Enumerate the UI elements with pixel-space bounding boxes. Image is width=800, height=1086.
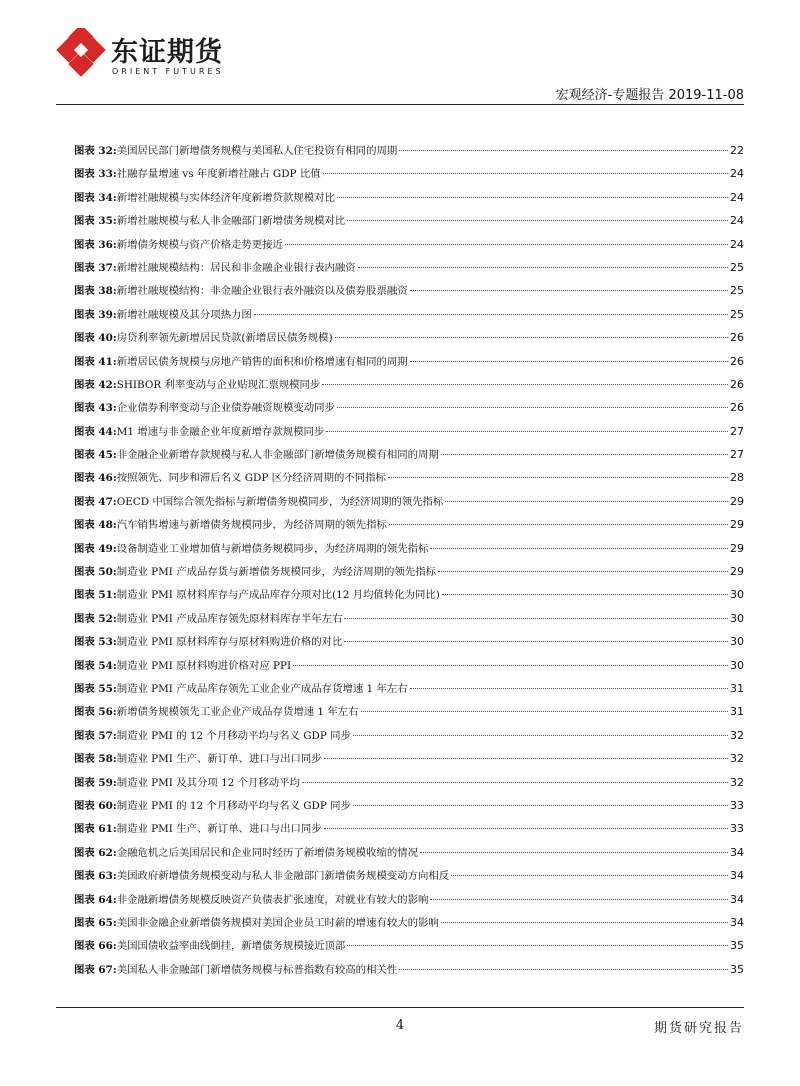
- toc-entry-page: 27: [730, 448, 744, 462]
- toc-entry-label: 图表 33:: [74, 168, 117, 181]
- toc-entry-label: 图表 61:: [74, 823, 117, 836]
- toc-entry-page: 26: [730, 354, 744, 368]
- toc-leader-dots: [293, 665, 728, 666]
- toc-entry-title: 美国非金融企业新增债务规模对美国企业员工时薪的增速有较大的影响: [116, 916, 439, 929]
- toc-leader-dots: [445, 501, 728, 502]
- toc-leader-dots: [441, 922, 728, 923]
- toc-entry-label: 图表 60:: [74, 799, 117, 812]
- toc-entry-title: 社融存量增速 vs 年度新增社融占 GDP 比值: [116, 168, 321, 181]
- toc-leader-dots: [430, 548, 728, 549]
- toc-entry-page: 34: [730, 915, 744, 929]
- toc-entry-page: 29: [730, 494, 744, 508]
- toc-entry-title: 按照领先、同步和滞后名义 GDP 区分经济周期的不同指标: [116, 472, 386, 485]
- toc-entry-title: 非金融企业新增存款规模与私人非金融部门新增债务规模有相同的周期: [116, 449, 439, 462]
- toc-entry[interactable]: [74, 353, 744, 376]
- report-category-date: 宏观经济-专题报告 2019-11-08: [555, 88, 744, 103]
- figure-index-list: [74, 142, 744, 984]
- toc-entry-page: 28: [730, 471, 744, 485]
- footer-divider: [56, 1007, 744, 1008]
- toc-entry[interactable]: [74, 189, 744, 212]
- toc-entry-page: 31: [730, 705, 744, 719]
- toc-entry-page: 32: [730, 728, 744, 742]
- toc-entry[interactable]: [74, 961, 744, 984]
- toc-entry-page: 31: [730, 681, 744, 695]
- header-divider: [56, 104, 744, 105]
- toc-entry-label: 图表 49:: [74, 542, 117, 555]
- toc-leader-dots: [337, 197, 728, 198]
- toc-entry-label: 图表 66:: [74, 940, 117, 953]
- toc-entry-title: 新增社融规模与实体经济年度新增贷款规模对比: [116, 191, 335, 204]
- toc-leader-dots: [441, 454, 728, 455]
- company-logo: [56, 26, 226, 86]
- toc-entry-label: 图表 59:: [74, 776, 117, 789]
- toc-entry-page: 30: [730, 588, 744, 602]
- toc-entry-label: 图表 41:: [74, 355, 117, 368]
- toc-leader-dots: [337, 407, 728, 408]
- toc-entry[interactable]: [74, 774, 744, 797]
- toc-entry-page: 22: [730, 144, 744, 157]
- toc-entry-page: 25: [730, 284, 744, 298]
- toc-entry-page: 26: [730, 377, 744, 391]
- toc-entry-title: 美国居民部门新增债务规模与美国私人住宅投资有相同的周期: [116, 145, 398, 157]
- toc-leader-dots: [285, 244, 728, 245]
- toc-entry[interactable]: [74, 376, 744, 399]
- toc-entry-page: 34: [730, 869, 744, 883]
- toc-entry-page: 27: [730, 424, 744, 438]
- toc-entry-title: M1 增速与非金融企业年度新增存款规模同步: [116, 425, 325, 438]
- toc-entry-label: 图表 65:: [74, 916, 117, 929]
- toc-entry-label: 图表 46:: [74, 472, 117, 485]
- toc-entry-label: 图表 58:: [74, 753, 117, 766]
- toc-entry-page: 24: [730, 214, 744, 228]
- toc-entry-title: 新增居民债务规模与房地产销售的面积和价格增速有相同的周期: [116, 355, 408, 368]
- toc-entry[interactable]: [74, 820, 744, 843]
- toc-entry-label: 图表 44:: [74, 425, 117, 438]
- toc-entry-page: 26: [730, 331, 744, 345]
- toc-entry[interactable]: [74, 236, 744, 259]
- toc-leader-dots: [361, 711, 728, 712]
- toc-entry-title: 制造业 PMI 的 12 个月移动平均与名义 GDP 同步: [116, 729, 351, 742]
- toc-entry-title: 制造业 PMI 产成品库存领先工业企业产成品存货增速 1 年左右: [116, 682, 408, 695]
- toc-entry-label: 图表 64:: [74, 893, 117, 906]
- toc-entry-label: 图表 45:: [74, 449, 117, 462]
- toc-entry-title: 制造业 PMI 原材料库存与原材料购进价格的对比: [116, 636, 343, 649]
- toc-entry-label: 图表 35:: [74, 215, 117, 228]
- toc-entry[interactable]: [74, 516, 744, 539]
- toc-entry-page: 25: [730, 260, 744, 274]
- toc-entry-page: 33: [730, 822, 744, 836]
- toc-entry-label: 图表 34:: [74, 191, 117, 204]
- toc-leader-dots: [388, 477, 728, 478]
- toc-entry-page: 34: [730, 892, 744, 906]
- toc-entry-page: 29: [730, 565, 744, 579]
- toc-entry-label: 图表 39:: [74, 308, 117, 321]
- toc-entry[interactable]: [74, 282, 744, 305]
- toc-entry-title: 美国私人非金融部门新增债务规模与标普指数有较高的相关性: [116, 963, 398, 976]
- toc-leader-dots: [323, 173, 728, 174]
- toc-entry[interactable]: [74, 797, 744, 820]
- toc-entry-title: 新增社融规模及其分项热力图: [116, 308, 252, 321]
- toc-entry-page: 29: [730, 518, 744, 532]
- toc-entry-page: 30: [730, 635, 744, 649]
- toc-leader-dots: [324, 828, 728, 829]
- toc-leader-dots: [410, 361, 728, 362]
- toc-entry-page: 25: [730, 307, 744, 321]
- toc-entry[interactable]: [74, 493, 744, 516]
- toc-entry[interactable]: [74, 633, 744, 656]
- toc-entry-label: 图表 43:: [74, 402, 117, 415]
- toc-entry-page: 26: [730, 401, 744, 415]
- toc-entry-page: 30: [730, 658, 744, 672]
- toc-entry-label: 图表 48:: [74, 519, 117, 532]
- toc-entry[interactable]: [74, 867, 744, 890]
- toc-leader-dots: [399, 150, 728, 151]
- toc-leader-dots: [335, 337, 728, 338]
- toc-entry-title: 金融危机之后美国居民和企业同时经历了新增债务规模收缩的情况: [116, 846, 419, 859]
- toc-entry-page: 32: [730, 775, 744, 789]
- toc-leader-dots: [358, 267, 728, 268]
- toc-entry[interactable]: [74, 306, 744, 329]
- page-number: 4: [395, 1018, 405, 1033]
- toc-entry-title: 制造业 PMI 及其分项 12 个月移动平均: [116, 776, 300, 789]
- toc-entry[interactable]: [74, 212, 744, 235]
- toc-entry-title: 设备制造业工业增加值与新增债务规模同步，为经济周期的领先指标: [116, 542, 429, 555]
- toc-entry[interactable]: [74, 914, 744, 937]
- toc-entry[interactable]: [74, 844, 744, 867]
- logo-chinese-name: 东证期货: [111, 37, 223, 68]
- toc-leader-dots: [399, 969, 728, 970]
- toc-entry-label: 图表 36:: [74, 238, 117, 251]
- toc-entry[interactable]: [74, 586, 744, 609]
- toc-entry-title: 制造业 PMI 产成品存货与新增债务规模同步，为经济周期的领先指标: [116, 566, 436, 579]
- toc-entry-page: 24: [730, 190, 744, 204]
- toc-entry-title: 制造业 PMI 原材料购进价格对应 PPI: [116, 659, 292, 672]
- toc-entry-label: 图表 53:: [74, 636, 117, 649]
- toc-entry-label: 图表 55:: [74, 682, 117, 695]
- toc-entry[interactable]: [74, 680, 744, 703]
- toc-leader-dots: [324, 758, 728, 759]
- toc-entry[interactable]: [74, 657, 744, 680]
- toc-leader-dots: [326, 431, 728, 432]
- toc-entry[interactable]: [74, 423, 744, 446]
- toc-leader-dots: [420, 852, 728, 853]
- toc-entry[interactable]: [74, 142, 744, 165]
- toc-entry[interactable]: [74, 399, 744, 422]
- toc-entry[interactable]: [74, 563, 744, 586]
- toc-leader-dots: [302, 782, 728, 783]
- toc-entry-title: OECD 中国综合领先指标与新增债务规模同步，为经济周期的领先指标: [116, 495, 444, 508]
- toc-entry-label: 图表 42:: [74, 378, 117, 391]
- toc-entry[interactable]: [74, 329, 744, 352]
- toc-entry-label: 图表 37:: [74, 261, 117, 274]
- toc-leader-dots: [438, 571, 728, 572]
- toc-entry-title: 新增社融规模结构：非金融企业银行表外融资以及债券股票融资: [116, 285, 408, 298]
- toc-leader-dots: [353, 805, 728, 806]
- toc-entry-label: 图表 47:: [74, 495, 117, 508]
- page-header: [0, 0, 800, 110]
- toc-entry-title: 新增社融规模与私人非金融部门新增债务规模对比: [116, 215, 346, 228]
- toc-leader-dots: [344, 641, 728, 642]
- toc-entry[interactable]: [74, 259, 744, 282]
- toc-entry-label: 图表 57:: [74, 729, 117, 742]
- toc-leader-dots: [353, 735, 728, 736]
- toc-entry-page: 34: [730, 845, 744, 859]
- toc-entry-label: 图表 50:: [74, 566, 117, 579]
- toc-entry[interactable]: [74, 937, 744, 960]
- toc-entry-title: 汽车销售增速与新增债务规模同步，为经济周期的领先指标: [116, 519, 387, 532]
- toc-entry[interactable]: [74, 165, 744, 188]
- toc-entry-title: 制造业 PMI 生产、新订单、进口与出口同步: [116, 753, 322, 766]
- toc-entry-page: 35: [730, 962, 744, 976]
- toc-entry-label: 图表 40:: [74, 332, 117, 345]
- toc-entry-title: 新增债务规模领先工业企业产成品存货增速 1 年左右: [116, 706, 359, 719]
- toc-leader-dots: [442, 594, 728, 595]
- toc-entry[interactable]: [74, 891, 744, 914]
- toc-leader-dots: [254, 314, 728, 315]
- toc-entry-title: 美国政府新增债务规模变动与私人非金融部门新增债务规模变动方向相反: [116, 870, 450, 883]
- toc-entry-label: 图表 54:: [74, 659, 117, 672]
- toc-leader-dots: [344, 618, 728, 619]
- toc-entry-title: 房贷利率领先新增居民贷款(新增居民债务规模): [116, 332, 333, 345]
- toc-leader-dots: [347, 220, 728, 221]
- toc-entry[interactable]: [74, 610, 744, 633]
- toc-entry-title: 制造业 PMI 产成品库存领先原材料库存半年左右: [116, 612, 343, 625]
- toc-entry-title: 新增债务规模与资产价格走势更接近: [116, 238, 283, 251]
- toc-entry[interactable]: [74, 703, 744, 726]
- toc-entry-title: 制造业 PMI 的 12 个月移动平均与名义 GDP 同步: [116, 799, 351, 812]
- toc-leader-dots: [322, 384, 728, 385]
- toc-entry-page: 30: [730, 611, 744, 625]
- toc-entry-title: 制造业 PMI 生产、新订单、进口与出口同步: [116, 823, 322, 836]
- toc-entry-title: SHIBOR 利率变动与企业贴现汇票规模同步: [116, 378, 321, 391]
- toc-entry[interactable]: [74, 727, 744, 750]
- toc-entry-page: 29: [730, 541, 744, 555]
- toc-leader-dots: [410, 688, 728, 689]
- toc-entry-label: 图表 67:: [74, 963, 117, 976]
- toc-entry-label: 图表 38:: [74, 285, 117, 298]
- toc-entry-title: 新增社融规模结构：居民和非金融企业银行表内融资: [116, 261, 356, 274]
- toc-entry-title: 非金融新增债务规模反映资产负债表扩张速度，对就业有较大的影响: [116, 893, 429, 906]
- toc-entry-title: 美国国债收益率曲线倒挂，新增债务规模接近顶部: [116, 940, 346, 953]
- toc-entry[interactable]: [74, 540, 744, 563]
- toc-leader-dots: [451, 875, 728, 876]
- toc-entry-page: 24: [730, 237, 744, 251]
- toc-entry[interactable]: [74, 446, 744, 469]
- logo-english-name: ORIENT FUTURES: [112, 67, 224, 76]
- footer-label: 期货研究报告: [653, 1021, 744, 1036]
- toc-entry-label: 图表 56:: [74, 706, 117, 719]
- orient-futures-logo-icon: [56, 28, 106, 78]
- toc-entry-label: 图表 52:: [74, 612, 117, 625]
- toc-entry-label: 图表 62:: [74, 846, 117, 859]
- toc-leader-dots: [430, 899, 728, 900]
- toc-entry[interactable]: [74, 750, 744, 773]
- toc-entry-title: 制造业 PMI 原材料库存与产成品库存分项对比(12 月均值转化为同比): [116, 589, 440, 602]
- toc-leader-dots: [389, 524, 728, 525]
- toc-entry-label: 图表 63:: [74, 870, 117, 883]
- toc-leader-dots: [410, 290, 728, 291]
- toc-entry-title: 企业债券利率变动与企业债券融资规模变动同步: [116, 402, 335, 415]
- toc-entry-label: 图表 32:: [74, 145, 117, 157]
- toc-leader-dots: [347, 945, 728, 946]
- toc-entry-label: 图表 51:: [74, 589, 117, 602]
- toc-entry-page: 35: [730, 939, 744, 953]
- toc-entry-page: 33: [730, 798, 744, 812]
- toc-entry-page: 24: [730, 167, 744, 181]
- toc-entry[interactable]: [74, 469, 744, 492]
- toc-entry-page: 32: [730, 752, 744, 766]
